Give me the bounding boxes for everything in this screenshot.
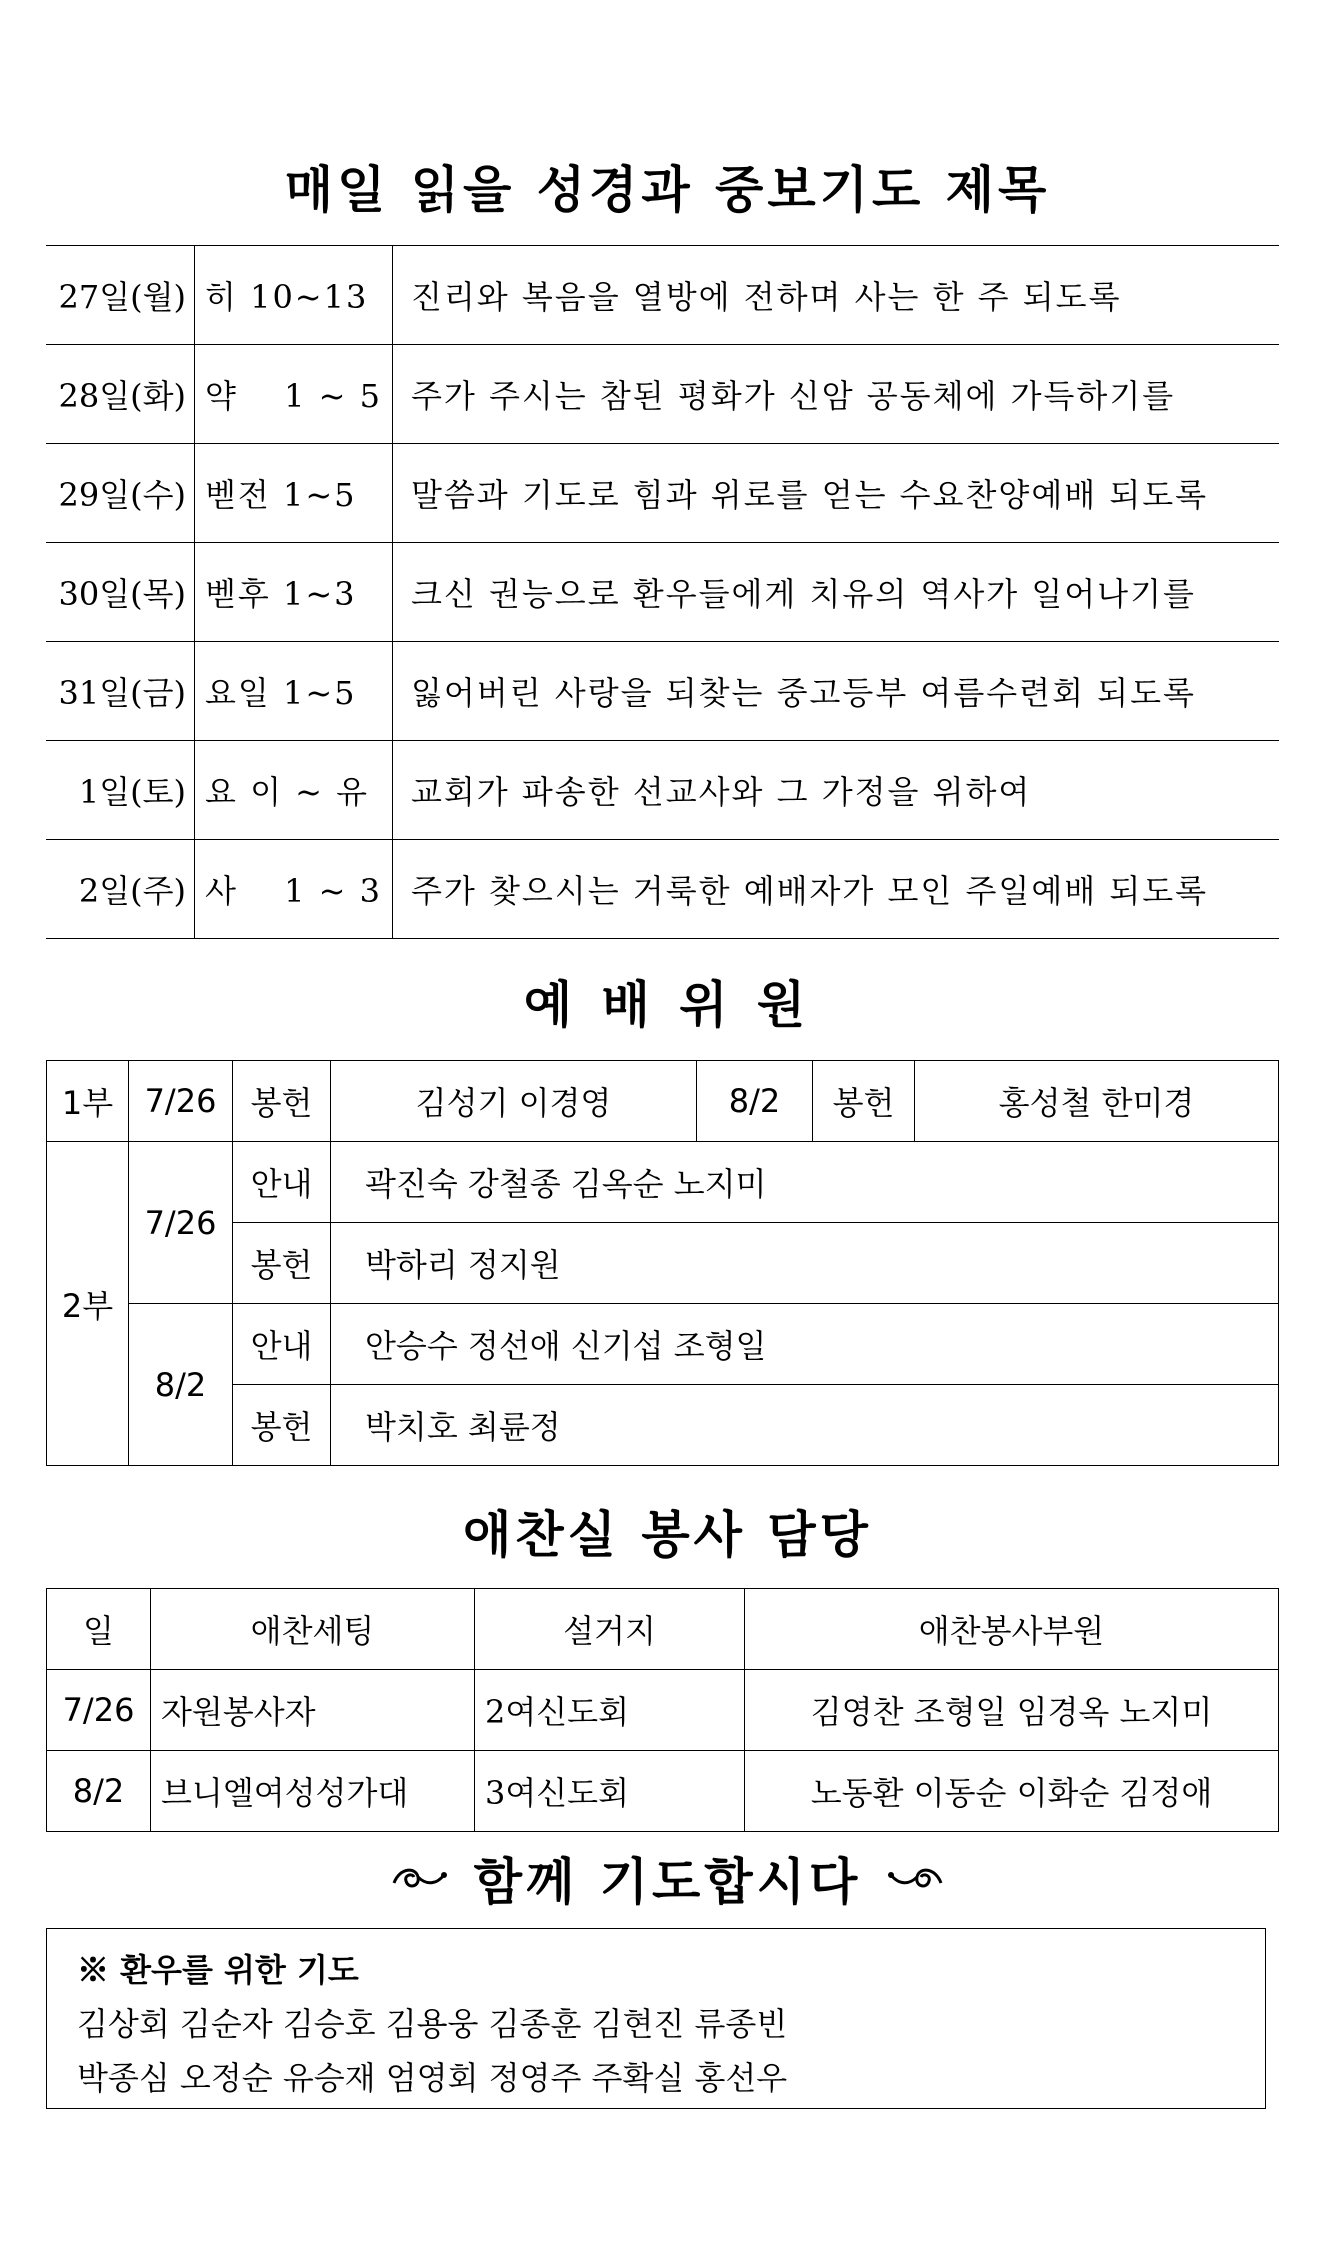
prayer-topic: 진리와 복음을 열방에 전하며 사는 한 주 되도록 xyxy=(392,246,1279,345)
prayer-names-line: 박종심 오정순 유승재 엄영회 정영주 주확실 홍선우 xyxy=(77,2059,788,2097)
service-date: 7/26 xyxy=(47,1670,151,1751)
table-row xyxy=(46,444,1279,543)
choir-room-title: 애찬실 봉사 담당 xyxy=(463,1506,872,1564)
reading-ref: 벧전 1~5 xyxy=(195,444,393,543)
service-date: 7/26 xyxy=(129,1061,233,1142)
table-row xyxy=(46,741,1279,840)
member-names: 김성기 이경영 xyxy=(331,1061,697,1142)
column-header: 애찬세팅 xyxy=(151,1589,475,1670)
prayer-heading: ※ 환우를 위한 기도 xyxy=(77,1951,359,1989)
reading-ref: 히 10~13 xyxy=(195,246,393,345)
table-row xyxy=(46,840,1279,939)
table-row xyxy=(46,642,1279,741)
table-row xyxy=(46,345,1279,444)
role-label: 봉헌 xyxy=(233,1061,331,1142)
reading-day: 2일(주) xyxy=(46,840,195,939)
table-row xyxy=(46,246,1279,345)
service-label: 1부 xyxy=(47,1061,129,1142)
setting-team: 브니엘여성성가대 xyxy=(151,1751,475,1832)
table-header-row xyxy=(47,1589,1279,1670)
member-names: 곽진숙 강철종 김옥순 노지미 xyxy=(331,1142,1279,1223)
reading-day: 30일(목) xyxy=(46,543,195,642)
worship-committee-table xyxy=(46,1060,1279,1466)
floral-ornament-left-icon xyxy=(390,1863,448,1893)
reading-ref: 요 이 ~ 유 xyxy=(195,741,393,840)
role-label: 봉헌 xyxy=(233,1385,331,1466)
prayer-topic: 크신 권능으로 환우들에게 치유의 역사가 일어나기를 xyxy=(392,543,1279,642)
column-header: 설거지 xyxy=(475,1589,745,1670)
prayer-topic: 말씀과 기도로 힘과 위로를 얻는 수요찬양예배 되도록 xyxy=(392,444,1279,543)
reading-ref: 요일 1~5 xyxy=(195,642,393,741)
member-names: 김영찬 조형일 임경옥 노지미 xyxy=(745,1670,1279,1751)
floral-ornament-right-icon xyxy=(887,1863,945,1893)
table-row xyxy=(46,543,1279,642)
member-names: 홍성철 한미경 xyxy=(915,1061,1279,1142)
member-names: 노동환 이동순 이화순 김정애 xyxy=(745,1751,1279,1832)
prayer-topic: 잃어버린 사랑을 되찾는 중고등부 여름수련회 되도록 xyxy=(392,642,1279,741)
column-header: 일 xyxy=(47,1589,151,1670)
committee-title: 예 배 위 원 xyxy=(523,976,812,1034)
member-names: 박치호 최륜정 xyxy=(331,1385,1279,1466)
table-row xyxy=(47,1670,1279,1751)
dishes-team: 2여신도회 xyxy=(475,1670,745,1751)
reading-ref: 벧후 1~3 xyxy=(195,543,393,642)
table-row xyxy=(47,1061,1279,1142)
table-row xyxy=(47,1751,1279,1832)
table-row xyxy=(47,1304,1279,1385)
prayer-topic: 주가 찾으시는 거룩한 예배자가 모인 주일예배 되도록 xyxy=(392,840,1279,939)
service-date: 8/2 xyxy=(47,1751,151,1832)
choir-room-service-table xyxy=(46,1588,1279,1832)
reading-day: 31일(금) xyxy=(46,642,195,741)
prayer-list-box xyxy=(46,1928,1266,2109)
member-names: 안승수 정선애 신기섭 조형일 xyxy=(331,1304,1279,1385)
table-row xyxy=(47,1142,1279,1223)
service-date: 8/2 xyxy=(697,1061,813,1142)
prayer-topic: 교회가 파송한 선교사와 그 가정을 위하여 xyxy=(392,741,1279,840)
role-label: 봉헌 xyxy=(233,1223,331,1304)
reading-day: 29일(수) xyxy=(46,444,195,543)
bible-reading-table xyxy=(46,245,1279,939)
role-label: 안내 xyxy=(233,1142,331,1223)
dishes-team: 3여신도회 xyxy=(475,1751,745,1832)
service-label: 2부 xyxy=(47,1142,129,1466)
role-label: 봉헌 xyxy=(813,1061,915,1142)
service-date: 8/2 xyxy=(129,1304,233,1466)
reading-day: 28일(화) xyxy=(46,345,195,444)
setting-team: 자원봉사자 xyxy=(151,1670,475,1751)
reading-ref: 사 1 ~ 3 xyxy=(195,840,393,939)
reading-title: 매일 읽을 성경과 중보기도 제목 xyxy=(284,161,1051,219)
role-label: 안내 xyxy=(233,1304,331,1385)
member-names: 박하리 정지원 xyxy=(331,1223,1279,1304)
prayer-names-line: 김상회 김순자 김승호 김용웅 김종훈 김현진 류종빈 xyxy=(77,2005,788,2043)
prayer-topic: 주가 주시는 참된 평화가 신암 공동체에 가득하기를 xyxy=(392,345,1279,444)
reading-day: 27일(월) xyxy=(46,246,195,345)
column-header: 애찬봉사부원 xyxy=(745,1589,1279,1670)
reading-ref: 약 1 ~ 5 xyxy=(195,345,393,444)
prayer-title-row xyxy=(0,1842,1335,1914)
service-date: 7/26 xyxy=(129,1142,233,1304)
prayer-title: 함께 기도합시다 xyxy=(473,1853,862,1911)
reading-day: 1일(토) xyxy=(46,741,195,840)
